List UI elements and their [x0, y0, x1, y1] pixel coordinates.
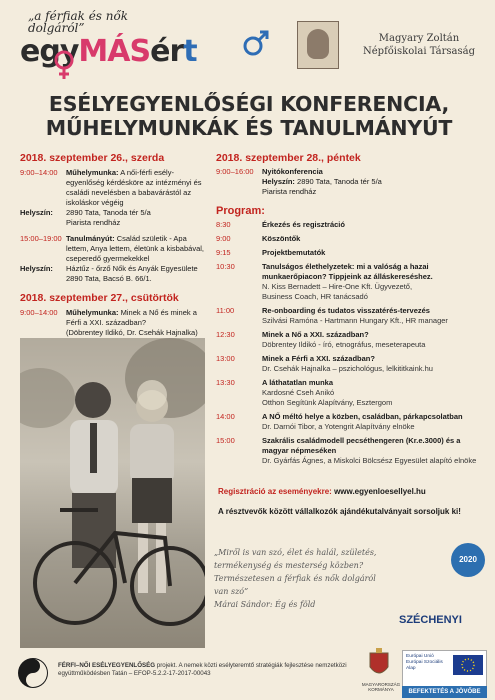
photo-illustration — [20, 338, 205, 648]
program-title: Re-onboarding és tudatos visszatérés-tervezés — [262, 306, 430, 315]
session-row — [216, 167, 486, 177]
session-head: Műhelymunka: — [66, 168, 119, 177]
vintage-couple-bicycle-photo — [20, 338, 205, 648]
location-row — [216, 177, 486, 197]
program-body — [262, 248, 325, 258]
program-list — [216, 220, 486, 466]
program-body — [262, 354, 433, 374]
session-row — [20, 168, 210, 208]
logo-letter: MÁS — [78, 34, 151, 69]
day2-date: 2018. szeptember 27., csütörtök — [20, 292, 179, 304]
logo-tagline: „a férfiak és nők dolgáról” — [28, 9, 129, 35]
program-speaker: Döbrentey Ildikó - író, etnográfus, meseterapeuta — [262, 340, 426, 349]
program-body — [262, 378, 392, 408]
program-title: A NŐ méltó helye a közben, családban, párkapcsolatban — [262, 412, 463, 421]
session-time: 15:00–19:00 — [20, 234, 62, 243]
eu-slogan: BEFEKTETÉS A JÖVŐBE — [402, 686, 487, 698]
session-time: 9:00–14:00 — [20, 168, 58, 177]
program-title: Érkezés és regisztráció — [262, 220, 345, 229]
eu-name: Európai Unió Európai Szociális Alap — [406, 654, 443, 671]
right-column — [216, 152, 486, 470]
program-title: Minek a Nő a XXI. században? — [262, 330, 369, 339]
program-time: 8:30 — [216, 220, 231, 229]
government-label: MAGYARORSZÁG KORMÁNYA — [361, 682, 401, 692]
registration-line — [218, 487, 488, 496]
logo-letter: y — [59, 34, 79, 69]
location-text: 2890 Tata, Tanoda tér 5/a Piarista rendház — [66, 208, 151, 227]
program-time: 15:00 — [216, 436, 235, 445]
program-body — [262, 436, 486, 466]
szechenyi-2020-badge: 2020 — [451, 543, 485, 577]
program-time: 12:30 — [216, 330, 235, 339]
session-time: 9:00–16:00 — [216, 167, 254, 176]
footer-text — [58, 662, 348, 678]
org-name: Magyary Zoltán Népfőiskolai Társaság — [363, 33, 475, 57]
location-text: 2890 Tata, Tanoda tér 5/a Piarista rendház — [262, 177, 382, 196]
logo-letter: g — [39, 34, 60, 69]
program-title: Minek a Férfi a XXI. században? — [262, 354, 375, 363]
program-item — [216, 354, 486, 374]
program-label: Program: — [216, 205, 265, 217]
session-time: 9:00–14:00 — [20, 308, 58, 317]
male-symbol-icon — [243, 30, 269, 56]
program-title: Köszöntők — [262, 234, 301, 243]
location-label: Helyszín: — [20, 208, 53, 217]
program-body — [262, 234, 300, 244]
program-speaker: Dr. Darnói Tibor, a Yotengrit Alapítvány elnöke — [262, 422, 415, 431]
logo-letter: e — [20, 34, 40, 69]
program-item — [216, 306, 486, 326]
yin-yang-icon — [18, 658, 48, 688]
session-head: Tanulmányút: — [66, 234, 115, 243]
quote — [214, 546, 384, 611]
registration-link[interactable]: www.egyenloesellyel.hu — [334, 487, 426, 496]
program-title: A láthatatlan munka — [262, 378, 333, 387]
program-time: 13:30 — [216, 378, 235, 387]
logo-letter: é — [150, 34, 170, 69]
program-item — [216, 330, 486, 350]
program-item — [216, 412, 486, 432]
session-head: Nyitókonferencia — [262, 167, 323, 176]
location-label: Helyszín: — [262, 177, 295, 186]
eu-flag-icon — [453, 655, 483, 675]
day1-date: 2018. szeptember 26., szerda — [20, 152, 165, 164]
quote-author: Márai Sándor: Ég és föld — [214, 600, 316, 609]
location-label: Helyszín: — [20, 264, 53, 273]
program-body — [262, 306, 448, 326]
program-time: 9:00 — [216, 234, 231, 243]
program-speaker: Dr. Gyárfás Ágnes, a Miskolci Bölcsész Egyesület alapító elnöke — [262, 456, 477, 465]
program-speaker: N. Kiss Bernadett – Hire-One Kft. Ügyvezető, Business Coach, HR tanácsadó — [262, 282, 413, 301]
program-item — [216, 436, 486, 466]
program-time: 13:00 — [216, 354, 235, 363]
session-text: A női-férfi esély-egyenlőség kérdésköre az intézményi és családi nevelésben a babavárástól az iskoláskor végéig — [66, 168, 202, 207]
program-item — [216, 262, 486, 302]
program-speaker: Kardosné Cseh Anikó Otthon Segítünk Alapítvány, Esztergom — [262, 388, 393, 407]
program-item — [216, 248, 486, 258]
session-text: Család születik - Apa lettem, Anya lettem, életünk a kisbabával, cseperedő gyermekekkel — [66, 234, 204, 263]
location-row — [20, 208, 210, 228]
quote-text: „Miről is van szó, élet és halál, születés, termékenység és mesterség közben? Természetesen a férfiak és nők dolgáról van szó” — [214, 548, 377, 596]
footer-brand: FÉRFI–NŐI ESÉLYEGYENLŐSÉG — [58, 662, 156, 669]
program-item — [216, 378, 486, 408]
session-row — [20, 234, 210, 264]
day3-date: 2018. szeptember 28., péntek — [216, 152, 361, 164]
left-column — [20, 152, 210, 358]
program-speaker: Dr. Csehák Hajnalka – pszichológus, lelkititkaink.hu — [262, 364, 433, 373]
raffle-notice: A résztvevők között vállalkozók ajándékutalványait sorsoljuk ki! — [218, 507, 461, 516]
location-text: Háztűz - őrző Nők és Anyák Egyesülete 2890 Tata, Bacsó B. 66/1. — [66, 264, 198, 283]
page-title: ESÉLYEGYENLŐSÉGI KONFERENCIA, MŰHELYMUNKÁK ÉS TANULMÁNYÚT — [45, 92, 453, 140]
session-head: Műhelymunka: — [66, 308, 119, 317]
program-time: 14:00 — [216, 412, 235, 421]
program-body — [262, 262, 486, 302]
program-body — [262, 330, 425, 350]
portrait-crest-icon — [297, 21, 339, 69]
program-time: 9:15 — [216, 248, 231, 257]
logo-letter: t — [183, 34, 197, 69]
program-body — [262, 412, 463, 432]
location-row — [20, 264, 210, 284]
logo-letter: r — [169, 34, 184, 69]
logo-wordmark — [20, 34, 197, 69]
program-speaker: Szilvási Ramóna - Hartmann Hungary Kft., HR manager — [262, 316, 448, 325]
footer-description: projekt. A nemek közti esélyteremtő stratégiák fejlesztése nemzetközi együttműködésben Tatán – EFOP-5.2.2-17-2017-00043 — [58, 662, 347, 677]
registration-label: Regisztráció az eseményekre: — [218, 487, 332, 496]
session-row — [20, 308, 210, 338]
female-symbol-icon — [52, 50, 76, 80]
program-item — [216, 220, 486, 230]
eu-logo-box — [402, 650, 487, 690]
program-title: Projektbemutatók — [262, 248, 326, 257]
session-text: Minek a Nő és minek a Férfi a XXI. században? (Döbrentey Ildikó, Dr. Csehák Hajnalka) — [66, 308, 198, 337]
coat-of-arms-icon — [364, 647, 394, 681]
program-time: 11:00 — [216, 306, 235, 315]
szechenyi-label: SZÉCHENYI — [399, 614, 462, 626]
program-body — [262, 220, 345, 230]
program-title: Tanulságos élethelyzetek: mi a valóság a hazai munkaerőpiacon? Tippjeink az álláskereséshez. — [262, 262, 433, 281]
program-item — [216, 234, 486, 244]
program-time: 10:30 — [216, 262, 235, 271]
program-title: Szakrális családmodell pecséthengeren (Kr.e.3000) és a magyar népmeséken — [262, 436, 461, 455]
